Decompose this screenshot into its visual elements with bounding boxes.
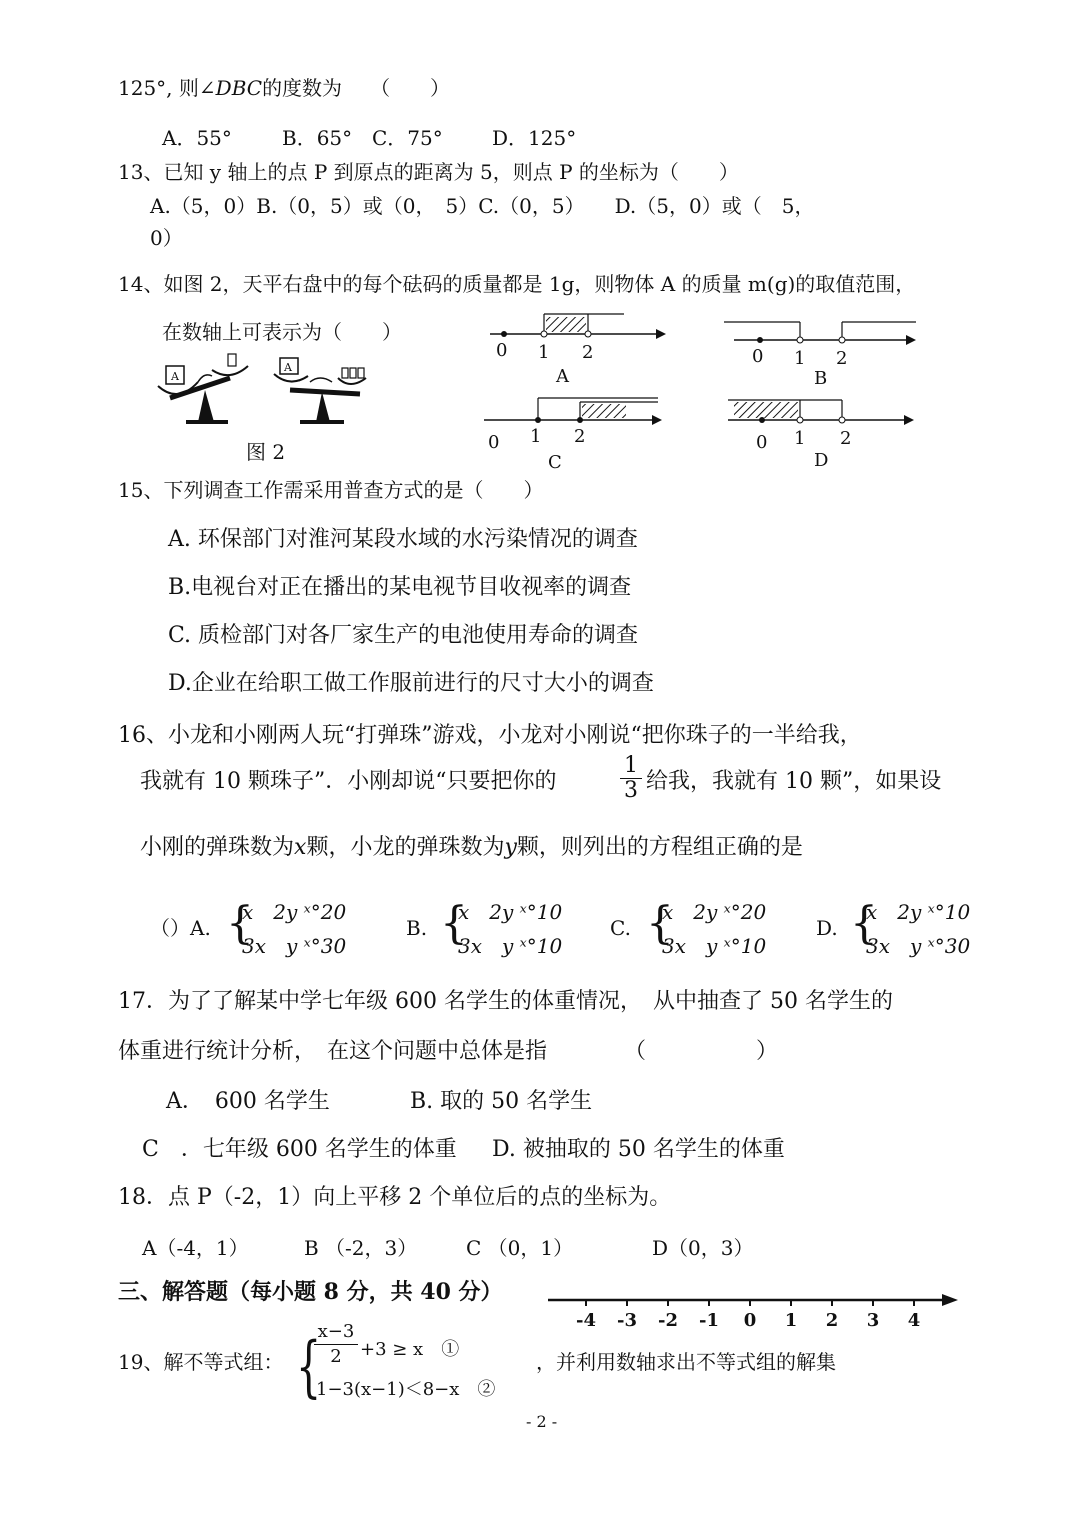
- q12-blank: （ ）: [370, 76, 451, 100]
- q18-option-d: D（0，3）: [652, 1236, 754, 1260]
- number-line-tick-label: 3: [866, 1310, 880, 1331]
- q16-option-a-eq1: x 2y ˣ°20: [242, 900, 347, 924]
- q16-option-d-label: D.: [816, 916, 838, 940]
- q16-option-b-label: B.: [406, 916, 428, 940]
- q18-option-a: A（-4，1）: [142, 1236, 249, 1260]
- q12-angle: DBC: [215, 76, 263, 100]
- balance-scale-right: [274, 358, 366, 422]
- q16-option-d-eq1: x 2y ˣ°10: [866, 900, 971, 924]
- option-label-d: D: [814, 450, 829, 471]
- tick-label-0: 0: [496, 340, 508, 361]
- q16-option-b-eq1: x 2y ˣ°10: [458, 900, 563, 924]
- q16-var-x: x: [294, 835, 307, 860]
- figure-caption: 图 2: [246, 440, 286, 464]
- q17-line2: 体重进行统计分析， 在这个问题中总体是指 （ ）: [118, 1039, 779, 1064]
- tick-label-1: 1: [794, 348, 806, 369]
- q16-option-a-eq2: 3x y ˣ°30: [242, 934, 347, 958]
- q14-stem: 14、如图 2，天平右盘中的每个砝码的质量都是 1g，则物体 A 的质量 m(g)的取值范围，: [118, 272, 916, 296]
- number-line-option-d: [722, 392, 922, 472]
- number-line-option-b: [724, 312, 924, 392]
- number-line-tick-label: -2: [658, 1310, 678, 1331]
- number-line-tick-label: 0: [743, 1310, 757, 1331]
- option-label-a: A: [556, 366, 569, 387]
- number-line-option-a: [484, 306, 674, 390]
- q17-option-b: B. 取的 50 名学生: [410, 1089, 593, 1114]
- q16-option-d-brace: {: [850, 898, 878, 949]
- q17-option-c: C ．七年级 600 名学生的体重: [142, 1137, 457, 1162]
- q15-option-c: C. 质检部门对各厂家生产的电池使用寿命的调查: [168, 623, 639, 648]
- section-3-title: 三、解答题（每小题 8 分，共 40 分）: [118, 1279, 503, 1305]
- q16-frac-den: 3: [624, 778, 638, 803]
- number-line-tick-label: 4: [907, 1310, 921, 1331]
- balance-scales-figure: [150, 348, 380, 428]
- q19-fraction: [314, 1320, 358, 1369]
- balance-scale-left: [158, 354, 248, 422]
- q16-option-a-brace: {: [226, 898, 254, 949]
- q15-option-a: A. 环保部门对淮河某段水域的水污染情况的调查: [168, 527, 638, 552]
- q16-line3b: 颗，小龙的弹珠数为: [306, 835, 505, 860]
- scale-object-label-2: A: [284, 361, 292, 374]
- q18-option-b: B （-2，3）: [304, 1236, 418, 1260]
- q16-option-a-label: A.: [190, 916, 211, 940]
- q17-option-d: D. 被抽取的 50 名学生的体重: [492, 1137, 785, 1162]
- q18-stem: 18．点 P（-2，1）向上平移 2 个单位后的点的坐标为。: [118, 1185, 672, 1210]
- number-line-tick-label: 2: [825, 1310, 839, 1331]
- q19-ineq2: 1−3(x−1)＜8−x ②: [316, 1379, 496, 1400]
- q12-stem-tail: 125°, 则∠: [118, 76, 216, 100]
- tick-label-1: 1: [794, 428, 806, 449]
- tick-label-2: 2: [836, 348, 848, 369]
- number-line-tick-label: -1: [699, 1310, 719, 1331]
- q15-option-d: D.企业在给职工做工作服前进行的尺寸大小的调查: [168, 671, 654, 696]
- tick-label-2: 2: [582, 342, 594, 363]
- scale-object-label: A: [171, 370, 179, 383]
- page-number: - 2 -: [526, 1412, 558, 1431]
- q16-prefix: （）: [150, 916, 190, 940]
- q19-stem: 19、解不等式组：: [118, 1350, 284, 1374]
- q16-option-c-label: C.: [610, 916, 631, 940]
- q18-option-c: C （0，1）: [466, 1236, 574, 1260]
- tick-label-0: 0: [756, 432, 768, 453]
- q14-stem2: 在数轴上可表示为（ ）: [162, 320, 402, 344]
- tick-label-1: 1: [530, 426, 542, 447]
- q19-brace: {: [296, 1328, 322, 1405]
- tick-label-1: 1: [538, 342, 550, 363]
- q16-option-c-eq1: x 2y ˣ°20: [662, 900, 767, 924]
- q19-frac-num: x−3: [314, 1320, 358, 1345]
- q16-line3: [140, 834, 803, 862]
- q15-option-b: B.电视台对正在播出的某电视节目收视率的调查: [168, 575, 632, 600]
- number-line-option-c: [480, 390, 680, 474]
- q15-stem: 15、下列调查工作需采用普查方式的是（ ）: [118, 478, 544, 502]
- q19-tail: ，并利用数轴求出不等式组的解集: [536, 1350, 836, 1374]
- q16-option-b-brace: {: [440, 898, 468, 949]
- q12-stem-end: 的度数为: [262, 76, 343, 100]
- q19-frac-den: 2: [330, 1346, 342, 1367]
- q17-line1: 17．为了了解某中学七年级 600 名学生的体重情况， 从中抽查了 50 名学生的: [118, 989, 893, 1014]
- q16-option-d-eq2: 3x y ˣ°30: [866, 934, 971, 958]
- tick-label-2: 2: [840, 428, 852, 449]
- q12-option-c: C．75°: [372, 126, 443, 150]
- tick-label-2: 2: [574, 426, 586, 447]
- q13-options-line1: A.（5，0）B.（0，5）或（0， 5）C.（0，5） D.（5，0）或（ 5，: [150, 194, 815, 218]
- tick-label-0: 0: [752, 346, 764, 367]
- q16-line1: 16、小龙和小刚两人玩“打弹珠”游戏，小龙对小刚说“把你珠子的一半给我，: [118, 723, 862, 748]
- q13-stem: 13、已知 y 轴上的点 P 到原点的距离为 5，则点 P 的坐标为（ ）: [118, 160, 739, 184]
- tick-label-0: 0: [488, 432, 500, 453]
- q12-option-a: A．55°: [162, 126, 232, 150]
- q16-option-b-eq2: 3x y ˣ°10: [458, 934, 563, 958]
- number-line-tick-label: -3: [617, 1310, 637, 1331]
- q17-option-a: A． 600 名学生: [166, 1089, 330, 1114]
- q13-options-line2: 0）: [150, 226, 183, 250]
- q16-fraction: [620, 754, 642, 803]
- number-line-tick-label: 1: [784, 1310, 798, 1331]
- option-label-c: C: [548, 452, 562, 473]
- q16-line3c: 颗，则列出的方程组正确的是: [516, 835, 803, 860]
- q16-frac-num: 1: [620, 754, 642, 779]
- q19-ineq1-rest: +3 ≥ x ①: [360, 1339, 460, 1360]
- option-label-b: B: [814, 368, 828, 389]
- number-line-tick-label: -4: [576, 1310, 596, 1331]
- q12-option-b: B．65°: [282, 126, 353, 150]
- answer-number-line: [548, 1286, 960, 1332]
- q12-stem: [118, 76, 450, 100]
- q16-option-c-eq2: 3x y ˣ°10: [662, 934, 767, 958]
- answer-number-line-ticks: [576, 1300, 920, 1331]
- q16-line2b: 给我，我就有 10 颗”，如果设: [646, 769, 942, 794]
- q16-option-c-brace: {: [646, 898, 674, 949]
- q16-var-y: y: [504, 835, 517, 860]
- q12-option-d: D．125°: [492, 126, 577, 150]
- q16-line2a: 我就有 10 颗珠子”．小刚却说“只要把你的: [140, 769, 557, 794]
- q16-line3a: 小刚的弹珠数为: [140, 835, 295, 860]
